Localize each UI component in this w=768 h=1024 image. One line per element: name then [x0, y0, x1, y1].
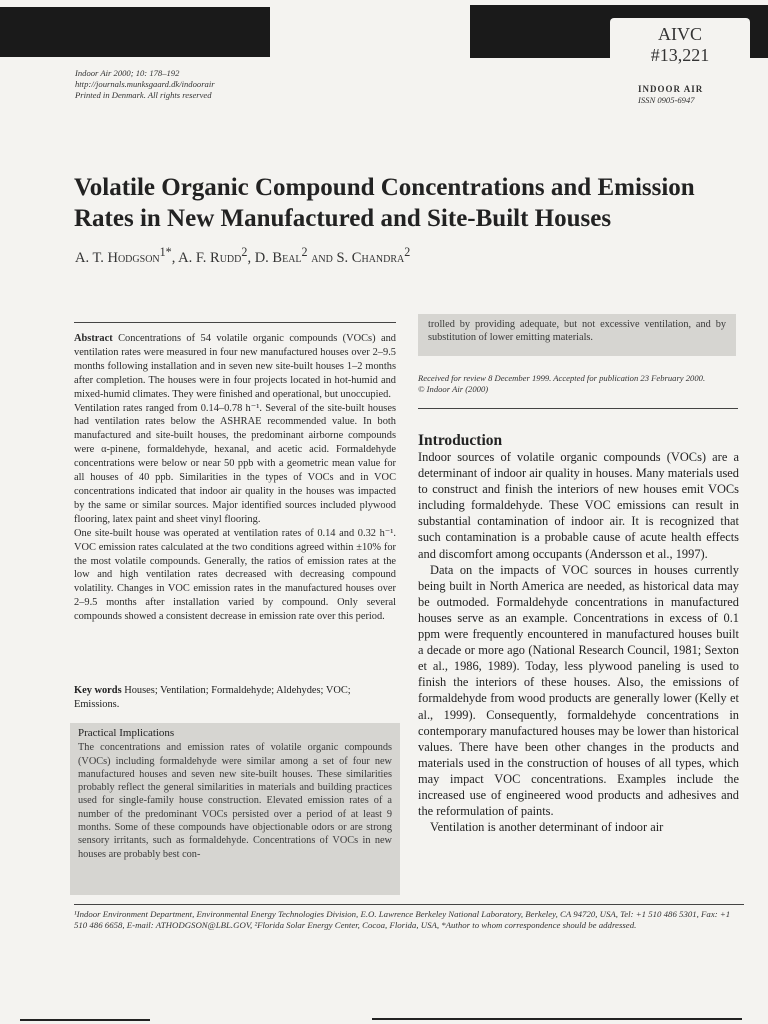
abstract-paragraph-2: Ventilation rates ranged from 0.14–0.78 h⁻¹. Several of the site-built houses had ventilation rates below the ASHRAE recommended value. In both manufactured and site-built houses, the predominant airborne compounds were α-pinene, formaldehyde, hexanal, and acetic acid. Formaldehyde concentrations were below or near 50 ppb with a geometric mean value for all houses of 40 ppb. Similarities in the types of VOCs and in VOC concentrations indicated that indoor air quality in the houses was impacted by the same or similar sources. Major identified sources included plywood flooring, latex paint and sheet vinyl flooring. [74, 402, 396, 525]
journal-name: INDOOR AIR [638, 84, 704, 94]
keywords-text: Houses; Ventilation; Formaldehyde; Aldehydes; VOC; Emissions. [74, 685, 351, 710]
journal-url: http://journals.munksgaard.dk/indoorair [75, 79, 215, 89]
abstract-paragraph-3: One site-built house was operated at ventilation rates of 0.14 and 0.32 h⁻¹. VOC emission rates calculated at the two conditions agreed within ±10% for the most volatile compounds. Generally, the ratios of emission rates at the low and high ventilation rates decreased with decreasing compound volatility. Changes in VOC emission rates in the manufactured houses over 2–9.5 months after installation varied by compound. Only several compounds showed a consistent decrease in emission rate over this period. [74, 527, 396, 623]
journal-citation-line: Indoor Air 2000; 10: 178–192 [75, 68, 180, 78]
author-1-affil: 1* [159, 245, 172, 259]
author-4-affil: 2 [404, 245, 411, 259]
practical-implications-text: The concentrations and emission rates of volatile organic compounds (VOCs) including formaldehyde were similar among a set of four new manufactured houses and seven new site-built houses. These similarities probably reflect the general similarities in materials and building practices used for single-family house construction. Elevated emission rates of a number of the predominant VOCs persisted over a period of at least 9 months. Some of these compounds have objectionable odors or are strong sensory irritants, such as formaldehyde. Concentrations of VOCs in new houses are probably best con- [78, 742, 392, 860]
stamp-line-1: AIVC [658, 24, 702, 44]
scan-edge-line-right [372, 1018, 742, 1020]
affiliation-footnote: ¹Indoor Environment Department, Environmental Energy Technologies Division, E.O. Lawrence Berkeley National Laboratory, Berkeley, CA 94720, USA, Tel: +1 510 486 5301, Fax: +1 510 486 6658, E-mail: ATHODGSON@LBL.GOV, ²Florida Solar Energy Center, Cocoa, Florida, USA, *Author to whom correspondence should be addressed. [74, 909, 731, 930]
journal-citation [75, 68, 375, 101]
abstract-text-1: Concentrations of 54 volatile organic compounds (VOCs) and ventilation rates were measured in four new manufactured houses over 2–9.5 months following installation and in seven new site-built houses 1–2 months after completion. The houses were in four projects located in hot-humid and mixed-humid climates. They were finished and operational, but unoccupied. [74, 333, 396, 400]
introduction-heading: Introduction [418, 432, 503, 449]
journal-issn: ISSN 0905-6947 [638, 95, 695, 105]
author-4: and S. Chandra [307, 249, 405, 266]
introduction-body [418, 449, 739, 835]
scan-dark-band-left [0, 7, 270, 57]
abstract [74, 332, 396, 624]
aivc-stamp [610, 18, 750, 70]
author-3-affil: 2 [301, 245, 308, 259]
article-title: Volatile Organic Compound Concentrations and Emission Rates in New Manufactured and Site-Built Houses [74, 174, 695, 232]
author-2-affil: 2 [241, 245, 248, 259]
received-note [418, 373, 738, 395]
intro-top-rule [418, 408, 738, 409]
copyright-line: © Indoor Air (2000) [418, 384, 489, 394]
author-1: A. T. Hodgson [75, 249, 160, 266]
abstract-paragraph-1 [74, 332, 396, 402]
keywords [74, 684, 396, 712]
keywords-label: Key words [74, 685, 122, 696]
abstract-label: Abstract [74, 333, 113, 344]
practical-implications-box [70, 723, 400, 895]
abstract-top-rule [74, 322, 396, 323]
practical-implications-heading: Practical Implications [78, 727, 175, 739]
received-dates: Received for review 8 December 1999. Accepted for publication 23 February 2000. [418, 373, 706, 383]
stamp-line-2: #13,221 [650, 45, 710, 65]
journal-masthead [638, 84, 758, 106]
scan-edge-line-left [20, 1019, 150, 1021]
practical-implications-continued: trolled by providing adequate, but not excessive ventilation, and by substitution of lower emitting materials. [418, 314, 736, 356]
author-3: , D. Beal [247, 249, 302, 266]
footnote-rule [74, 904, 744, 905]
introduction-paragraph-1: Indoor sources of volatile organic compounds (VOCs) are a determinant of indoor air quality in houses. Many materials used to construct and finish the interiors of new houses emit VOCs including formaldehyde. These VOC emissions can result in substantial contamination of indoor air. It is recognized that such contamination is a probable cause of acute health effects and discomfort among occupants (Andersson et al., 1997). [418, 450, 739, 561]
introduction-paragraph-2: Data on the impacts of VOC sources in houses currently being built in North America are needed, as historical data may be outmoded. Formaldehyde concentrations in manufactured houses serve as an example. Concentrations in excess of 0.1 ppm were frequently encountered in manufactured houses built a decade or more ago (National Research Council, 1981; Sexton et al., 1986, 1989). Today, less plywood paneling is used to finish the interiors of these houses. Also, the emissions of formaldehyde from wood products are generally lower (Kelly et al., 1999). Consequently, formaldehyde concentrations in contemporary manufactured houses may be lower than historical values. There have been other changes in the products and materials used in the construction of houses of all types, which may impact VOC concentrations. Examples include the increased use of engineered wood products and adhesives and the reformulation of paints. [418, 562, 740, 819]
author-2: , A. F. Rudd [171, 249, 242, 266]
journal-rights: Printed in Denmark. All rights reserved [75, 90, 212, 100]
introduction-paragraph-3: Ventilation is another determinant of indoor air [430, 820, 664, 835]
author-list [75, 245, 675, 267]
